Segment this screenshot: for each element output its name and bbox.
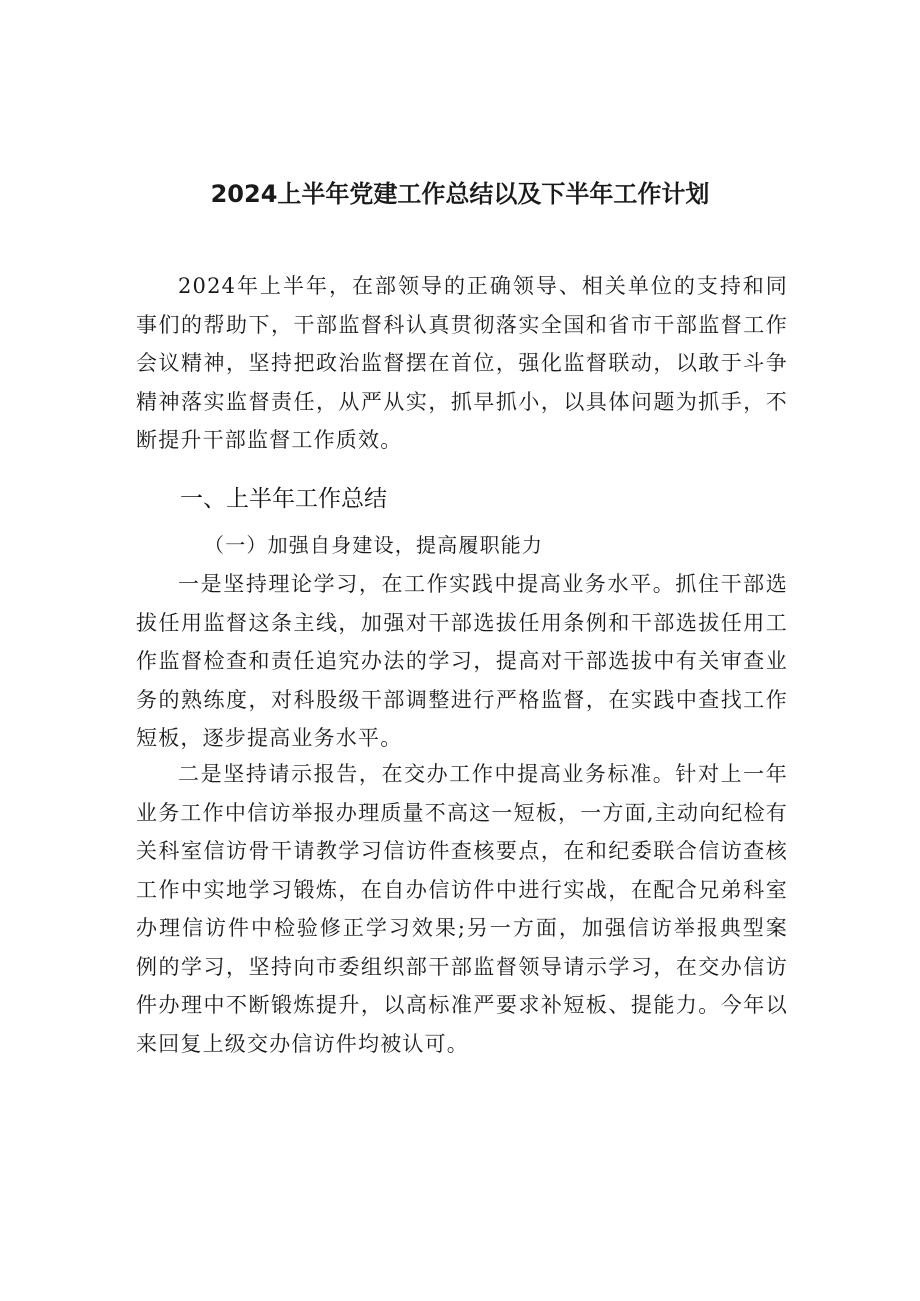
document-title: 2024上半年党建工作总结以及下半年工作计划 bbox=[210, 180, 710, 208]
paragraph-block-2 bbox=[136, 755, 788, 1063]
subsection-heading: （一）加强自身建设，提高履职能力 bbox=[204, 533, 544, 557]
intro-block bbox=[136, 267, 788, 460]
paragraph-block-1 bbox=[136, 565, 788, 758]
body-paragraph: 一是坚持理论学习，在工作实践中提高业务水平。抓住干部选拔任用监督这条主线，加强对干部选拔任用条例和干部选拔任用工作监督检查和责任追究办法的学习，提高对干部选拔中有关审查业务的熟练度，对科股级干部调整进行严格监督，在实践中查找工作短板，逐步提高业务水平。 bbox=[136, 572, 788, 750]
section-heading: 一、上半年工作总结 bbox=[180, 486, 387, 512]
intro-paragraph: 2024年上半年，在部领导的正确领导、相关单位的支持和同事们的帮助下，干部监督科认真贯彻落实全国和省市干部监督工作会议精神，坚持把政治监督摆在首位，强化监督联动，以敢于斗争精神落实监督责任，从严从实，抓早抓小，以具体问题为抓手，不断提升干部监督工作质效。 bbox=[136, 274, 788, 452]
body-paragraph: 二是坚持请示报告，在交办工作中提高业务标准。针对上一年业务工作中信访举报办理质量不高这一短板，一方面,主动向纪检有关科室信访骨干请教学习信访件查核要点，在和纪委联合信访查核工作中实地学习锻炼，在自办信访件中进行实战，在配合兄弟科室办理信访件中检验修正学习效果;另一方面，加强信访举报典型案例的学习，坚持向市委组织部干部监督领导请示学习，在交办信访件办理中不断锻炼提升，以高标准严要求补短板、提能力。今年以来回复上级交办信访件均被认可。 bbox=[136, 762, 788, 1056]
